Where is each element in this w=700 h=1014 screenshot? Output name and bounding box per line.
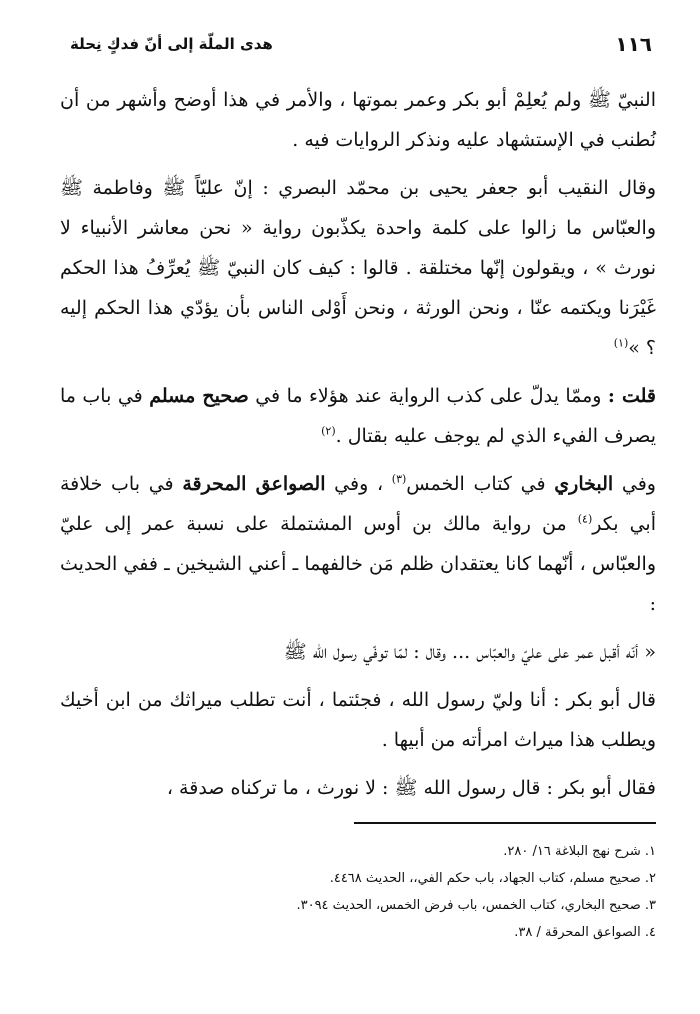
paragraph-4-text-e: من رواية مالك بن أوس المشتملة على نسبة عمر إلى عليّ والعبّاس ، أنّهما كانا يعتقدان ظلم مَن خالفهما ـ أعني الشيخين ـ ففي الحديث : (60, 513, 656, 615)
paragraph-4-text-b: في كتاب الخمس (406, 473, 555, 495)
paragraph-5 (60, 632, 656, 672)
paragraph-4-text-d: في باب خلافة أبي بكر (60, 473, 656, 535)
paragraph-2 (60, 168, 656, 368)
source-title-muslim: صحيح مسلم (149, 385, 249, 407)
paragraph-2-text: وقال النقيب أبو جعفر يحيى بن محمّد البصري : إنّ عليّاً ﷺ وفاطمة ﷺ والعبّاس ما زالوا على كلمة واحدة يكذّبون رواية « نحن معاشر الأنبياء لا نورث » ، ويقولون إنّها مختلقة . قالوا : كيف كان النبيّ ﷺ يُعرِّفُ هذا الحكم غَيْرَنا ويكتمه عنّا ، ونحن الورثة ، ونحن أَوْلى الناس بأن يؤدّي هذا الحكم إليه ؟ » (60, 177, 656, 359)
paragraph-5-text: « أنّه أقبل عمر على عليّ والعبّاس ... وقال : لمّا توفّي رسول الله ﷺ (283, 641, 656, 663)
paragraph-6-text: قال أبو بكر : أنا وليّ رسول الله ، فجئتما ، أنت تطلب ميراثك من ابن أخيك ويطلب هذا ميراث امرأته من أبيها . (60, 689, 656, 751)
paragraph-3-text-a: وممّا يدلّ على كذب الرواية عند هؤلاء ما في (248, 385, 608, 407)
footnote-separator (354, 822, 656, 824)
running-title: هدى الملّة إلى أنّ فدكٍ نِحلة (70, 35, 273, 53)
paragraph-4 (60, 464, 656, 624)
page-number: ١١٦ (615, 32, 652, 56)
paragraph-7-text: فقال أبو بكر : قال رسول الله ﷺ : لا نورث ، ما تركناه صدقة ، (166, 777, 656, 799)
paragraph-6 (60, 680, 656, 760)
paragraph-4-text-c: ، وفي (325, 473, 392, 495)
footnote-ref-3: (٣) (391, 472, 407, 486)
paragraph-1 (60, 80, 656, 160)
paragraph-3 (60, 376, 656, 456)
paragraph-7 (60, 768, 656, 808)
paragraph-4-text-a: وفي (613, 473, 656, 495)
paragraph-3-lead: قلت : (607, 385, 656, 407)
footnote-ref-4: (٤) (577, 512, 593, 526)
footnote-ref-2: (٢) (321, 424, 336, 438)
footnote-item: ١. شرح نهج البلاغة ١٦/ ٢٨٠. (503, 844, 656, 859)
paragraph-1-text: النبيّ ﷺ ولم يُعلِمْ أبو بكر وعمر بموتها ، والأمر في هذا أوضح وأشهر من أن نُطنب في الإستشهاد عليه ونذكر الروايات فيه . (60, 89, 656, 151)
page-header (70, 26, 652, 62)
source-title-sawaiq: الصواعق المحرقة (182, 473, 326, 495)
footnote-item: ٣. صحيح البخاري، كتاب الخمس، باب فرض الخمس، الحديث ٣٠٩٤. (296, 898, 656, 913)
paragraph-3-text-b: في باب ما يصرف الفيء الذي لم يوجف عليه بقتال . (60, 385, 656, 447)
footnote-item: ٤. الصواعق المحرقة / ٣٨. (514, 925, 656, 940)
footnotes (60, 838, 656, 946)
footnote-ref-1: (١) (613, 336, 629, 350)
source-title-bukhari: البخاري (554, 473, 614, 495)
main-text (60, 80, 656, 816)
footnote-item: ٢. صحيح مسلم، كتاب الجهاد، باب حكم الفي،، الحديث ٤٤٦٨. (329, 871, 656, 886)
